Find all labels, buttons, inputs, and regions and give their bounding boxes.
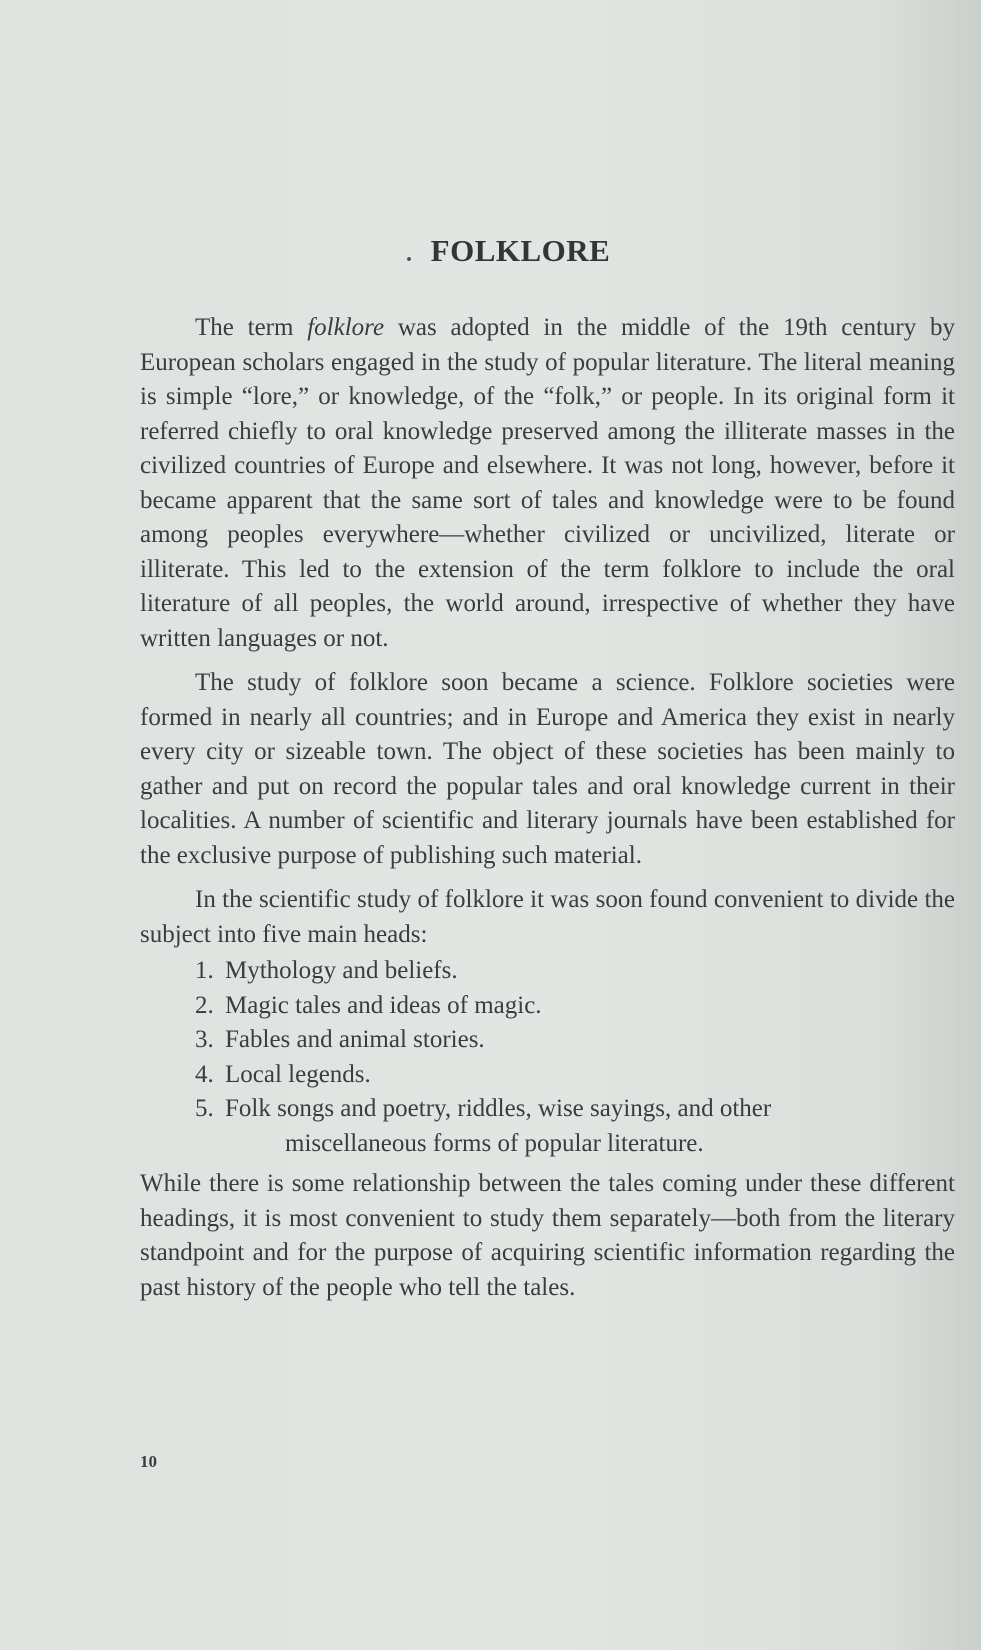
list-item-text: Mythology and beliefs. bbox=[225, 957, 458, 984]
list-item-number: 5. bbox=[195, 1095, 214, 1122]
list-item-text: Fables and animal stories. bbox=[225, 1026, 485, 1053]
list-item-text: Folk songs and poetry, riddles, wise sayings, and other bbox=[225, 1095, 772, 1122]
list-item bbox=[140, 1092, 955, 1161]
title-row bbox=[0, 233, 981, 269]
list-item-number: 2. bbox=[195, 991, 214, 1019]
list-item-number: 4. bbox=[195, 1060, 214, 1088]
list-item-number: 1. bbox=[195, 957, 214, 984]
paragraph-2: The study of folklore soon became a science. Folklore societies were formed in nearly all countries; and in Europe and America they exist in nearly every city or sizeable town. The object of these societies has been mainly to gather and put on record the popular tales and oral knowledge current in their localities. A number of scientific and literary journals have been established for the exclusive purpose of publishing such material. bbox=[140, 669, 955, 869]
paragraph-1-lead: The term bbox=[195, 314, 308, 341]
list-item-number: 3. bbox=[195, 1026, 214, 1053]
paragraph-3: In the scientific study of folklore it was soon found convenient to divide the subject into five main heads: bbox=[140, 886, 955, 948]
page-title: FOLKLORE bbox=[430, 233, 611, 268]
list-item-continuation: miscellaneous forms of popular literature. bbox=[285, 1129, 704, 1157]
paragraph-4: While there is some relationship between the tales coming under these different headings, it is most convenient to study them separately—both from the literary standpoint and for the purpose of acquiring scientific information regarding the past history of the people who tell the tales. bbox=[140, 1170, 955, 1301]
list-item-text: Local legends. bbox=[225, 1060, 371, 1088]
list-item bbox=[140, 1058, 955, 1093]
page-number: 10 bbox=[140, 1452, 157, 1471]
list-item bbox=[140, 989, 955, 1024]
list-item bbox=[140, 1023, 955, 1058]
paragraph-1 bbox=[140, 311, 955, 656]
list-item-text: Magic tales and ideas of magic. bbox=[225, 991, 542, 1019]
title-marker: · bbox=[405, 247, 414, 273]
paragraph-1-italic-term: folklore bbox=[307, 314, 385, 341]
body-text bbox=[140, 311, 955, 1305]
list-item bbox=[140, 954, 955, 989]
paragraph-1-rest: was adopted in the middle of the 19th century by European scholars engaged in the study of popular literature. The literal meaning is simple “lore,” or knowledge, of the “folk,” or people. In its original form it referred chiefly to oral knowledge preserved among the illiterate masses in the civilized countries of Europe and elsewhere. It was not long, however, before it became apparent that the same sort of tales and knowledge were to be found among peoples everywhere—whether civilized or uncivilized, literate or illiterate. This led to the extension of the term folklore to include the oral literature of all peoples, the world around, irrespective of whether they have written languages or not. bbox=[140, 314, 956, 652]
heads-list bbox=[140, 954, 955, 1161]
